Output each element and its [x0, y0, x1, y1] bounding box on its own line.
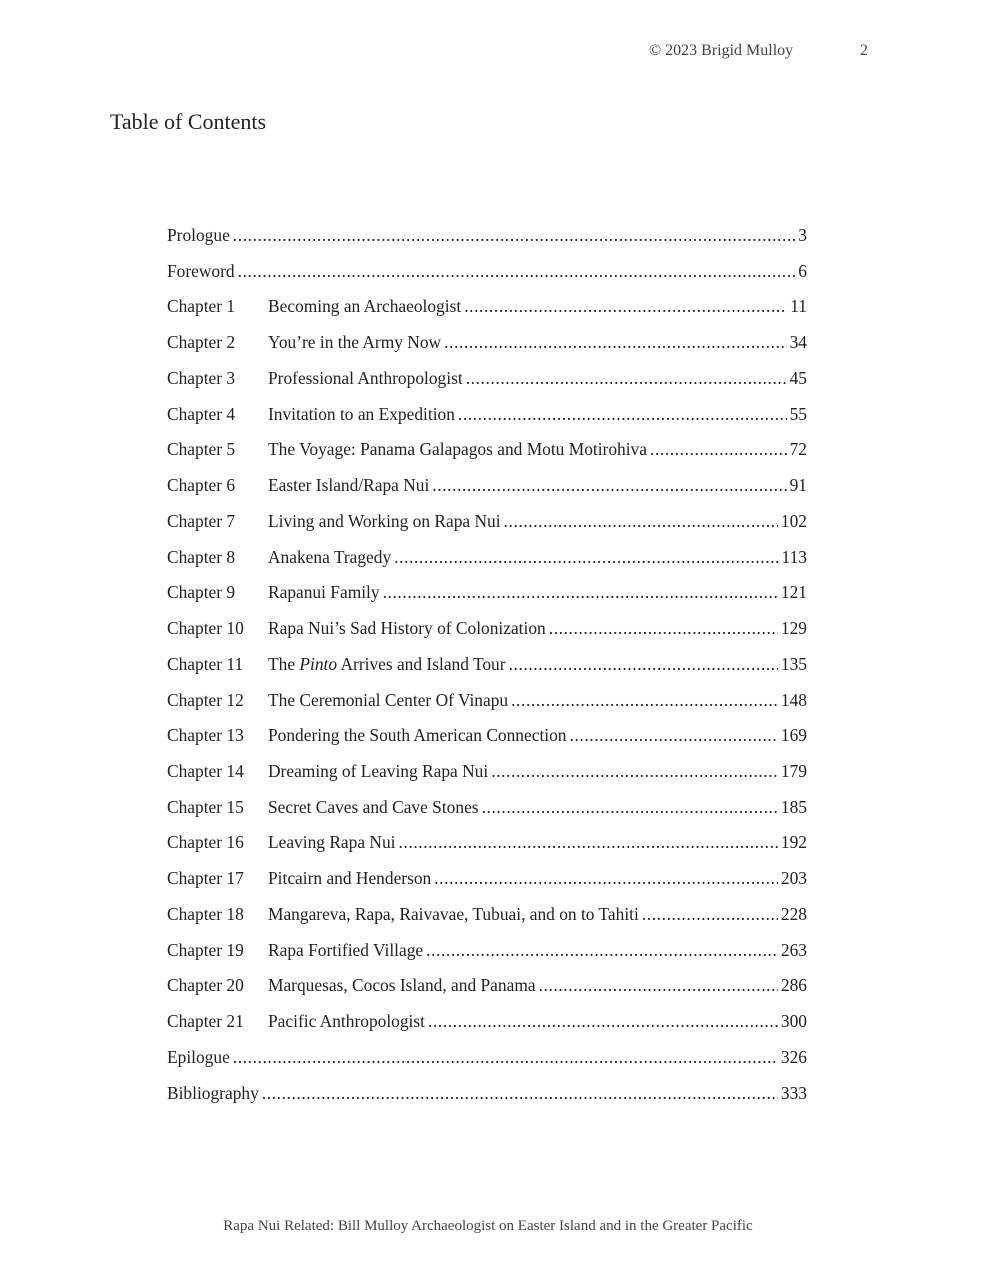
toc-entry-title	[268, 761, 488, 782]
toc-title-text: Prologue	[167, 225, 230, 245]
dot-leader	[491, 761, 778, 782]
toc-title-text: The	[268, 653, 300, 674]
page-footer: Rapa Nui Related: Bill Mulloy Archaeologist on Easter Island and in the Greater Pacific	[223, 1218, 753, 1234]
toc-title-text: Invitation to an Expedition	[268, 403, 455, 424]
dot-leader	[444, 332, 787, 353]
toc-page-number: 6	[798, 260, 807, 281]
toc-chapter-number: Chapter 13	[167, 725, 244, 746]
toc-entry-title	[268, 868, 431, 889]
toc-entry[interactable]	[167, 439, 807, 475]
toc-entry[interactable]	[167, 296, 807, 332]
toc-chapter-number: Chapter 8	[167, 546, 236, 567]
toc-entry-title	[268, 332, 441, 353]
toc-entry[interactable]	[167, 975, 807, 1011]
toc-title-text-after: Arrives and Island Tour	[337, 653, 506, 674]
toc-entry-title	[268, 904, 639, 925]
toc-page-number: 228	[780, 903, 807, 924]
dot-leader	[509, 654, 778, 675]
toc-entry-title	[167, 1047, 230, 1068]
toc-entry[interactable]	[167, 547, 807, 583]
toc-entry[interactable]	[167, 475, 807, 511]
toc-chapter-number: Chapter 2	[167, 332, 236, 353]
toc-page-number: 203	[780, 868, 807, 889]
toc-entry[interactable]	[167, 654, 807, 690]
toc-title-text: You’re in the Army Now	[268, 332, 442, 353]
toc-chapter-number: Chapter 9	[167, 582, 236, 603]
toc-title-text: Bibliography	[167, 1082, 259, 1103]
dot-leader	[238, 261, 796, 282]
dot-leader	[464, 296, 787, 317]
toc-page-number: 333	[780, 1082, 807, 1103]
toc-title-text: Professional Anthropologist	[268, 367, 463, 388]
toc-page-number: 72	[789, 439, 807, 460]
dot-leader	[511, 690, 778, 711]
toc-title-text: Rapa Nui’s Sad History of Colonization	[268, 618, 546, 639]
toc-page-number: 129	[780, 618, 807, 639]
toc-entry-title	[268, 1011, 425, 1032]
toc-title-text: Rapa Fortified Village	[268, 939, 424, 960]
toc-title-text: Dreaming of Leaving Rapa Nui	[268, 761, 489, 782]
toc-chapter-number: Chapter 3	[167, 367, 236, 388]
toc-title-text: Leaving Rapa Nui	[268, 832, 396, 853]
toc-entry[interactable]	[167, 690, 807, 726]
toc-entry-title	[268, 940, 423, 961]
toc-title-text: Anakena Tragedy	[268, 546, 392, 567]
header-copyright: © 2023 Brigid Mulloy	[649, 42, 794, 59]
toc-chapter-number: Chapter 18	[167, 903, 244, 924]
dot-leader	[458, 404, 787, 425]
toc-page-number: 179	[780, 761, 807, 782]
toc-entry[interactable]	[167, 368, 807, 404]
toc-entry-title	[268, 547, 391, 568]
toc-chapter-number: Chapter 6	[167, 475, 236, 496]
toc-title-text: Mangareva, Rapa, Raivavae, Tubuai, and on to Tahiti	[268, 903, 639, 924]
dot-leader	[432, 475, 786, 496]
toc-entry-title	[268, 832, 396, 853]
toc-entry[interactable]	[167, 511, 807, 547]
toc-title-text: Becoming an Archaeologist	[268, 296, 462, 317]
dot-leader	[399, 832, 778, 853]
toc-entry-title	[268, 654, 506, 675]
toc-entry[interactable]	[167, 797, 807, 833]
toc-title-text: The Voyage: Panama Galapagos and Motu Motirohiva	[268, 439, 647, 460]
toc-chapter-number: Chapter 1	[167, 296, 236, 317]
toc-chapter-number: Chapter 12	[167, 689, 244, 710]
dot-leader	[262, 1083, 778, 1104]
toc-title-text: Epilogue	[167, 1046, 230, 1067]
toc-entry[interactable]	[167, 261, 807, 297]
toc-chapter-number: Chapter 10	[167, 618, 244, 639]
toc-entry[interactable]	[167, 761, 807, 797]
toc-page-number: 192	[780, 832, 807, 853]
toc-chapter-number: Chapter 19	[167, 939, 244, 960]
toc-chapter-number: Chapter 5	[167, 439, 236, 460]
toc-entry[interactable]	[167, 904, 807, 940]
toc-entry[interactable]	[167, 725, 807, 761]
dot-leader	[539, 975, 778, 996]
toc-entry[interactable]	[167, 618, 807, 654]
toc-chapter-number: Chapter 16	[167, 832, 244, 853]
toc-entry-title	[268, 296, 461, 317]
toc-entry[interactable]	[167, 332, 807, 368]
table-of-contents	[167, 225, 807, 1118]
toc-title-text: Easter Island/Rapa Nui	[268, 475, 430, 496]
toc-entry[interactable]	[167, 582, 807, 618]
toc-entry[interactable]	[167, 832, 807, 868]
toc-page-number: 3	[798, 225, 807, 245]
toc-entry-title	[268, 475, 429, 496]
toc-title-text: Pacific Anthropologist	[268, 1011, 425, 1032]
toc-page-number: 113	[781, 546, 807, 567]
toc-title-text: Marquesas, Cocos Island, and Panama	[268, 975, 536, 996]
toc-entry[interactable]	[167, 1083, 807, 1119]
toc-entry[interactable]	[167, 868, 807, 904]
dot-leader	[570, 725, 778, 746]
toc-entry-title	[167, 1083, 259, 1104]
toc-title-italic-text: Pinto	[299, 653, 338, 674]
toc-chapter-number: Chapter 7	[167, 510, 236, 531]
page-number: 2	[860, 42, 868, 59]
toc-page-number: 91	[789, 475, 807, 496]
toc-entry-title	[167, 261, 235, 282]
dot-leader	[428, 1011, 778, 1032]
dot-leader	[504, 511, 778, 532]
toc-entry[interactable]	[167, 1011, 807, 1047]
dot-leader	[549, 618, 778, 639]
toc-page-number: 102	[780, 510, 807, 531]
toc-chapter-number: Chapter 11	[167, 653, 244, 674]
toc-title-text: Secret Caves and Cave Stones	[268, 796, 479, 817]
toc-page-number: 11	[790, 296, 807, 317]
toc-entry-title	[268, 618, 546, 639]
toc-entry-title	[268, 690, 508, 711]
toc-entry-title	[268, 511, 501, 532]
toc-title-text: Foreword	[167, 260, 235, 281]
dot-leader	[233, 225, 796, 246]
toc-entry[interactable]	[167, 1047, 807, 1083]
toc-title-text: Pitcairn and Henderson	[268, 868, 432, 889]
toc-page-number: 286	[780, 975, 807, 996]
dot-leader	[642, 904, 778, 925]
toc-page-number: 45	[789, 367, 807, 388]
toc-chapter-number: Chapter 17	[167, 868, 244, 889]
toc-chapter-number: Chapter 21	[167, 1011, 244, 1032]
toc-chapter-number: Chapter 15	[167, 796, 244, 817]
toc-entry-title	[268, 439, 647, 460]
toc-page-number: 34	[789, 332, 807, 353]
toc-page-number: 148	[780, 689, 807, 710]
dot-leader	[233, 1047, 778, 1068]
toc-entry-title	[268, 404, 455, 425]
toc-title-text: Rapanui Family	[268, 582, 380, 603]
toc-page-number: 121	[780, 582, 807, 603]
toc-title-text: The Ceremonial Center Of Vinapu	[268, 689, 509, 710]
toc-entry-title	[268, 725, 567, 746]
page-title: Table of Contents	[110, 109, 267, 134]
toc-page-number: 300	[780, 1011, 807, 1032]
toc-page-number: 326	[780, 1046, 807, 1067]
toc-page-number: 135	[780, 653, 807, 674]
toc-entry[interactable]	[167, 404, 807, 440]
dot-leader	[383, 582, 778, 603]
toc-title-text: Living and Working on Rapa Nui	[268, 510, 501, 531]
dot-leader	[466, 368, 787, 389]
toc-entry-title	[268, 975, 536, 996]
toc-entry[interactable]	[167, 940, 807, 976]
toc-entry-title	[268, 797, 479, 818]
dot-leader	[434, 868, 778, 889]
toc-entry-title	[167, 225, 230, 246]
dot-leader	[394, 547, 778, 568]
toc-page-number: 55	[789, 403, 807, 424]
toc-title-text: Pondering the South American Connection	[268, 725, 567, 746]
toc-entry[interactable]	[167, 225, 807, 261]
dot-leader	[482, 797, 778, 818]
toc-page-number: 185	[780, 796, 807, 817]
toc-chapter-number: Chapter 20	[167, 975, 244, 996]
toc-entry-title	[268, 368, 463, 389]
toc-chapter-number: Chapter 4	[167, 403, 236, 424]
toc-chapter-number: Chapter 14	[167, 761, 244, 782]
dot-leader	[650, 439, 787, 460]
dot-leader	[426, 940, 778, 961]
toc-page-number: 263	[780, 939, 807, 960]
toc-page-number: 169	[780, 725, 807, 746]
toc-entry-title	[268, 582, 380, 603]
